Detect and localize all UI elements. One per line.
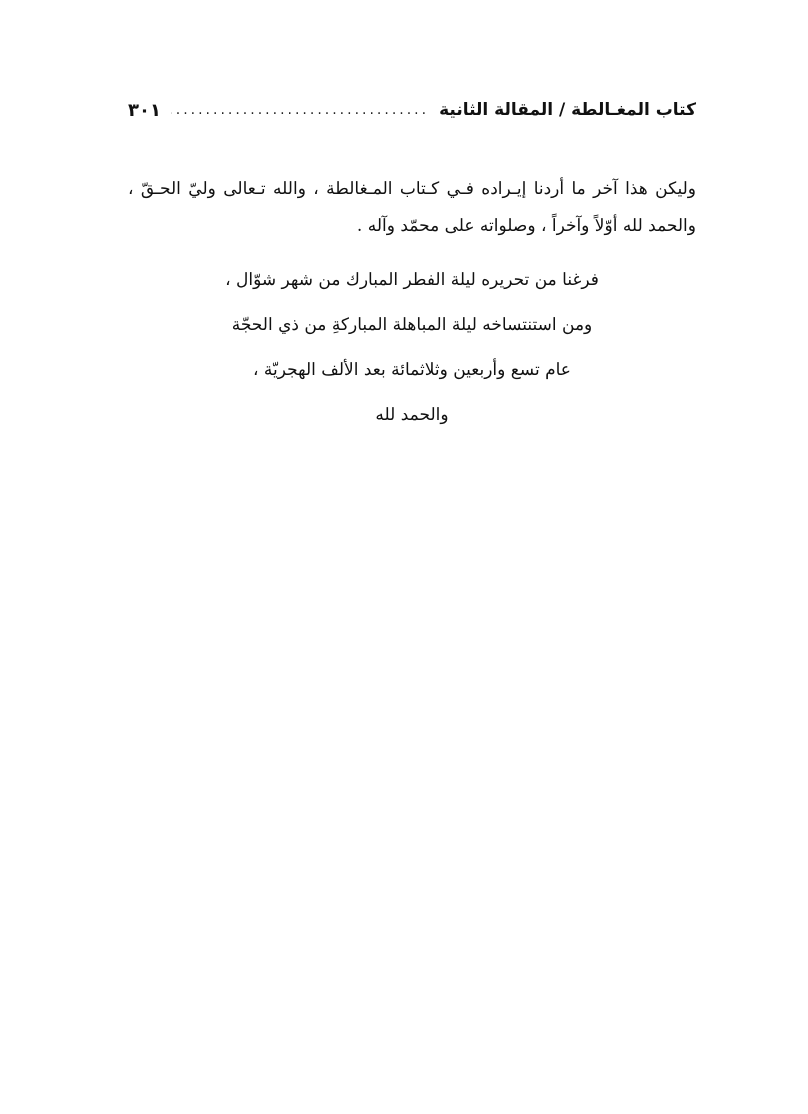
running-head-title: كتاب المغـالطة / المقالة الثانية bbox=[439, 100, 696, 120]
colophon-line-4: والحمد لله bbox=[375, 405, 449, 425]
running-head bbox=[128, 94, 696, 126]
colophon bbox=[128, 258, 696, 438]
dot-leader bbox=[171, 102, 429, 118]
colophon-line-1: فرغنا من تحريره ليلة الفطر المبارك من شهر شوّال ، bbox=[225, 270, 599, 290]
colophon-line-2: ومن استنتساخه ليلة المباهلة المباركةِ من ذي الحجّة bbox=[231, 315, 593, 335]
closing-paragraph: وليكن هذا آخر ما أردنا إيـراده فـي كـتاب المـغالطة ، والله تـعالى وليّ الحـقّ ، والحمد لله أوّلاً وآخراً ، وصلواته على محمّد وآله . bbox=[128, 179, 696, 236]
colophon-line-3: عام تسع وأربعين وثلاثمائة بعد الألف الهجريّة ، bbox=[253, 360, 571, 380]
page-number: ٣٠١ bbox=[128, 99, 161, 121]
